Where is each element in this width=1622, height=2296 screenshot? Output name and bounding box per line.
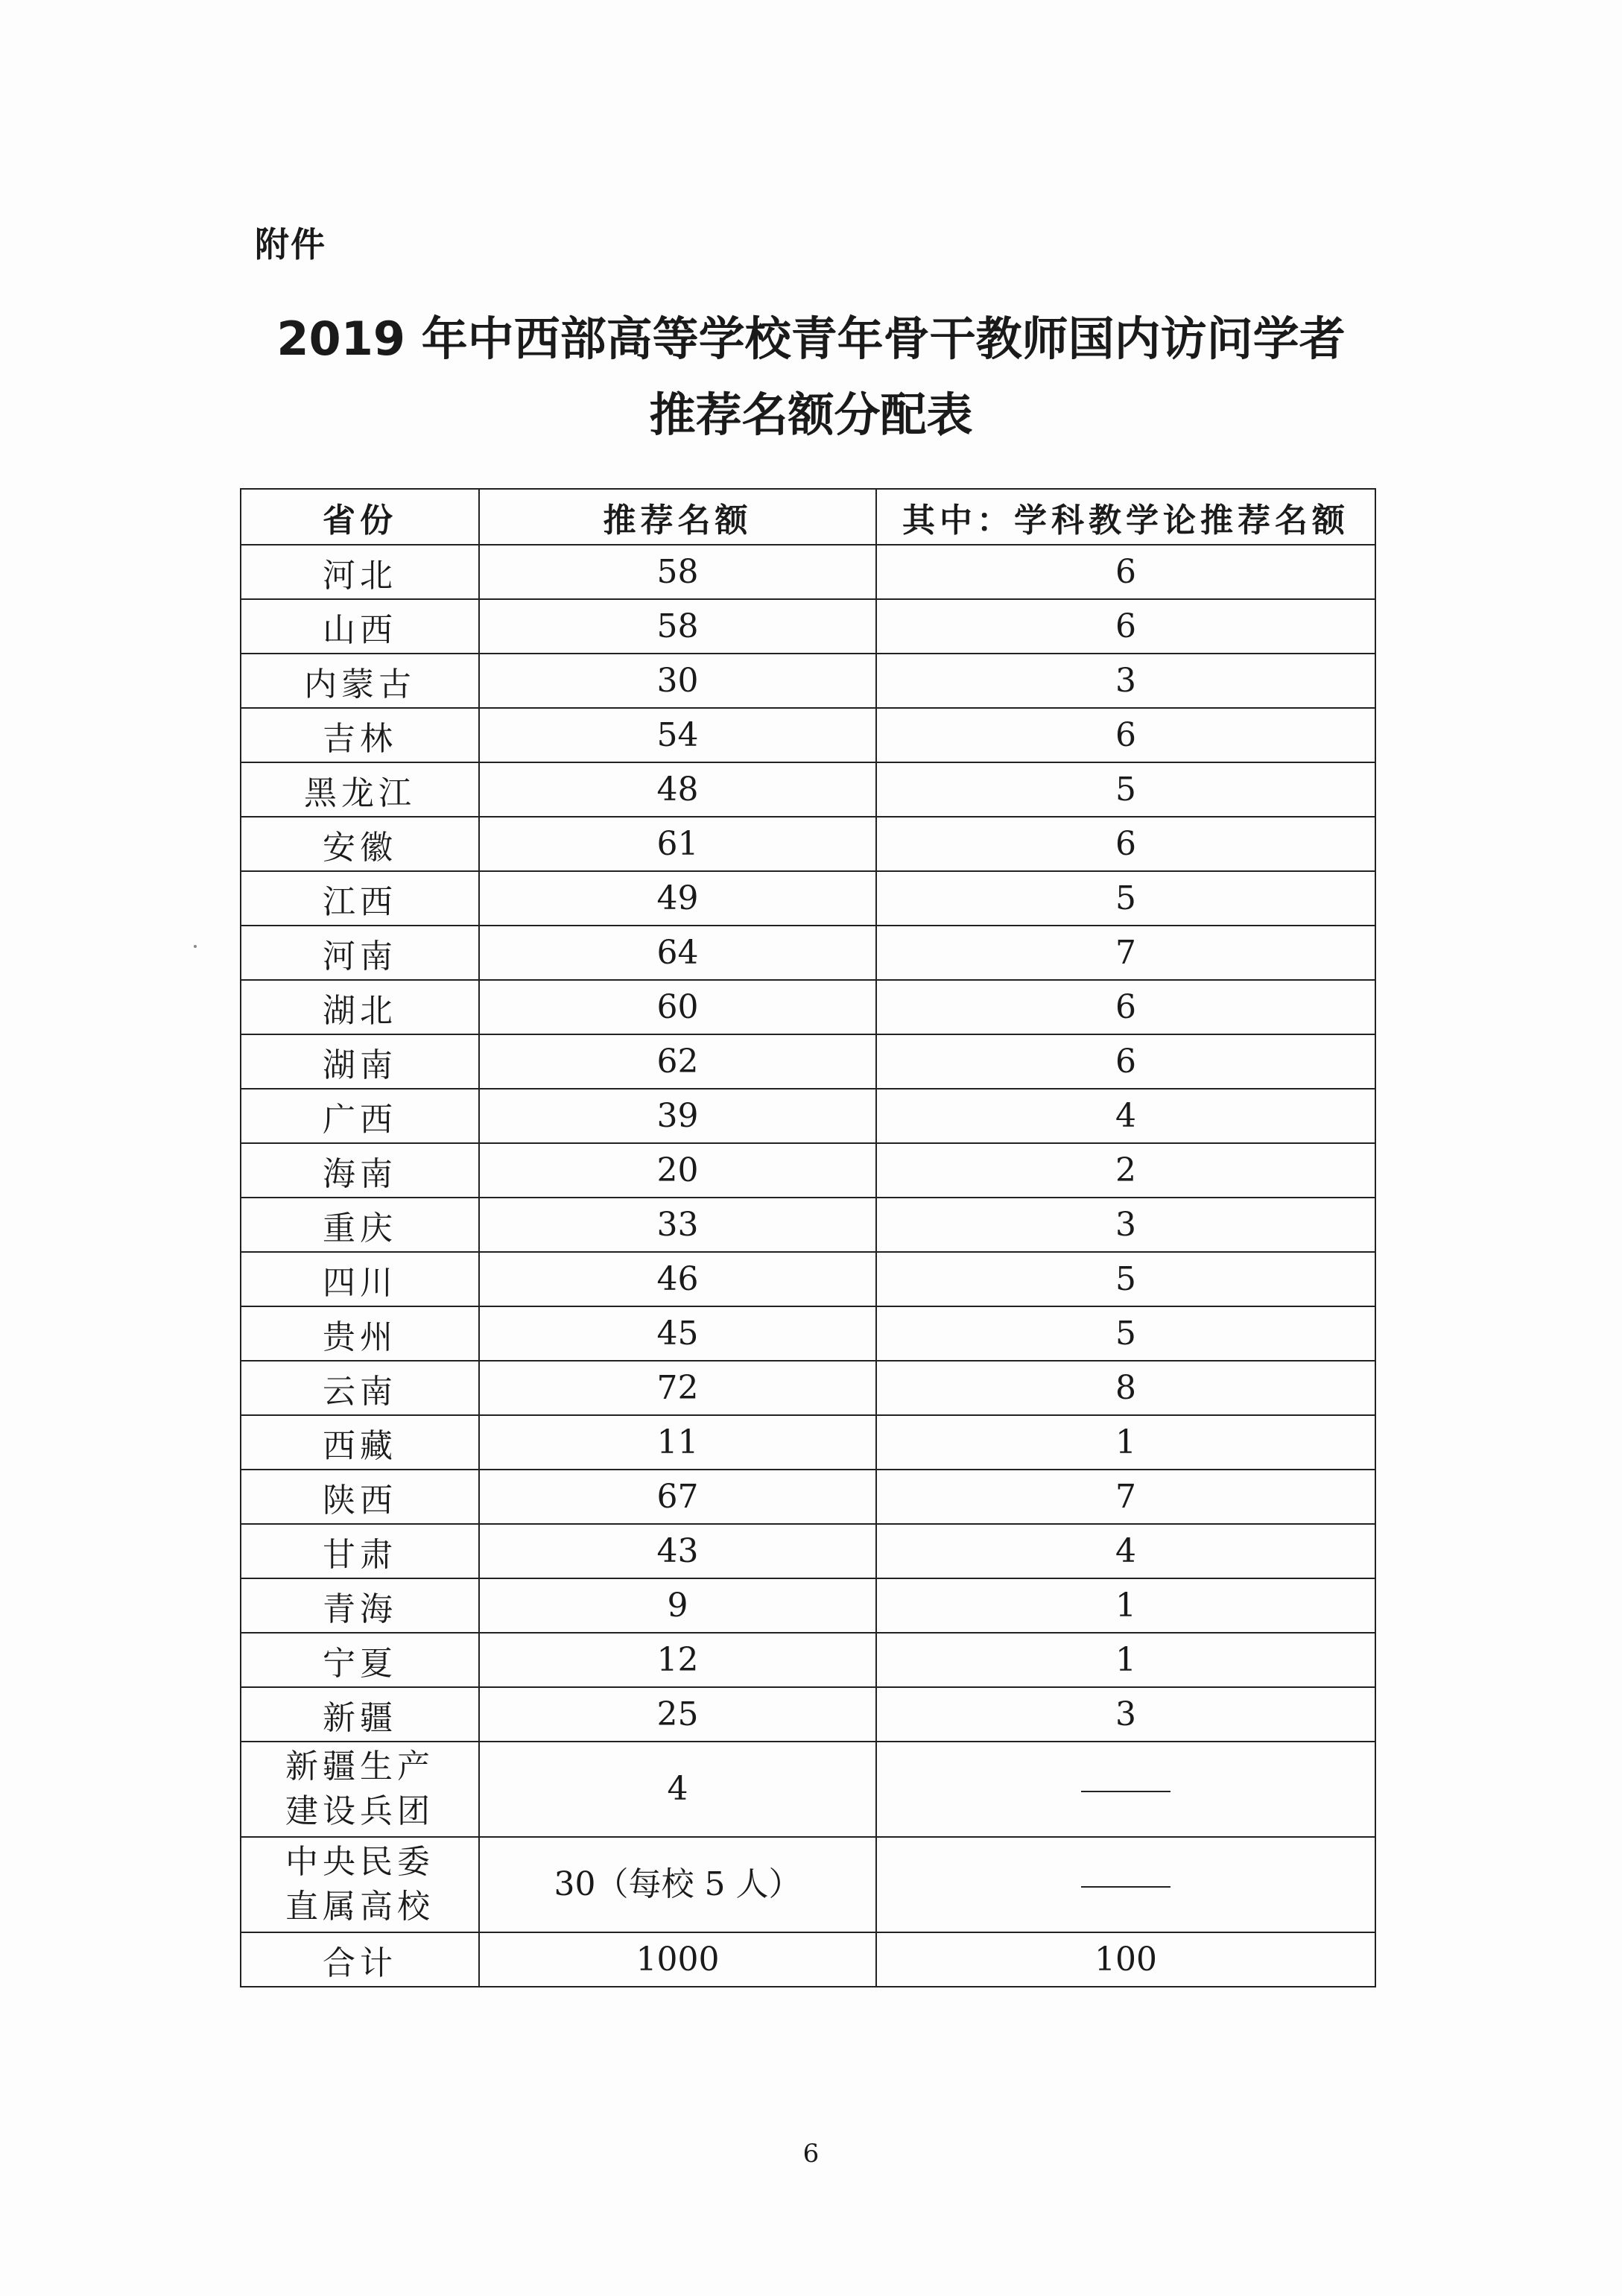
quota-cell: 64	[479, 926, 876, 980]
total-quota-cell: 1000	[479, 1932, 876, 1987]
subject-quota-cell: 6	[876, 980, 1375, 1034]
province-cell: 青海	[241, 1578, 479, 1633]
quota-cell: 48	[479, 762, 876, 817]
subject-quota-cell	[876, 1837, 1375, 1932]
subject-quota-cell: 5	[876, 1252, 1375, 1306]
table-row	[241, 1687, 1375, 1742]
subject-quota-cell: 6	[876, 545, 1375, 599]
quota-cell: 58	[479, 599, 876, 654]
subject-quota-cell: 6	[876, 708, 1375, 762]
subject-quota-cell: 6	[876, 599, 1375, 654]
province-cell: 河南	[241, 926, 479, 980]
province-cell: 吉林	[241, 708, 479, 762]
table-row	[241, 1143, 1375, 1198]
quota-cell: 30（每校 5 人）	[479, 1837, 876, 1932]
subject-quota-cell: 8	[876, 1361, 1375, 1415]
table-row	[241, 1470, 1375, 1524]
subject-quota-cell: 3	[876, 1198, 1375, 1252]
subject-quota-cell: 1	[876, 1578, 1375, 1633]
province-line1: 新疆生产	[285, 1748, 434, 1786]
province-cell: 江西	[241, 871, 479, 926]
subject-quota-cell: 7	[876, 1470, 1375, 1524]
subject-quota-cell: 6	[876, 817, 1375, 871]
table-row	[241, 871, 1375, 926]
subject-quota-cell: 3	[876, 1687, 1375, 1742]
province-cell: 湖北	[241, 980, 479, 1034]
table-row-corps	[241, 1742, 1375, 1837]
table-row	[241, 1415, 1375, 1470]
quota-cell: 49	[479, 871, 876, 926]
province-cell: 贵州	[241, 1306, 479, 1361]
province-cell: 重庆	[241, 1198, 479, 1252]
quota-cell: 61	[479, 817, 876, 871]
quota-cell: 58	[479, 545, 876, 599]
quota-cell: 46	[479, 1252, 876, 1306]
province-cell-ethnic-affairs	[241, 1837, 479, 1932]
table-header-row	[241, 489, 1375, 545]
quota-table	[240, 488, 1376, 1987]
table-row	[241, 980, 1375, 1034]
province-cell: 云南	[241, 1361, 479, 1415]
quota-cell: 20	[479, 1143, 876, 1198]
table-row	[241, 708, 1375, 762]
table-row	[241, 545, 1375, 599]
quota-cell: 60	[479, 980, 876, 1034]
quota-cell: 67	[479, 1470, 876, 1524]
province-cell: 海南	[241, 1143, 479, 1198]
table-body	[241, 545, 1375, 1987]
subject-quota-cell	[876, 1742, 1375, 1837]
quota-cell: 11	[479, 1415, 876, 1470]
province-line2: 直属高校	[285, 1888, 434, 1926]
table-row	[241, 1034, 1375, 1089]
column-header-subject-quota: 其中：学科教学论推荐名额	[876, 489, 1375, 545]
province-cell: 新疆	[241, 1687, 479, 1742]
table-row	[241, 1089, 1375, 1143]
province-cell: 山西	[241, 599, 479, 654]
quota-cell: 33	[479, 1198, 876, 1252]
scan-speck	[194, 945, 197, 948]
table-row	[241, 1306, 1375, 1361]
province-line1: 中央民委	[285, 1843, 434, 1881]
subject-quota-cell: 3	[876, 654, 1375, 708]
table-row	[241, 1578, 1375, 1633]
document-title-line1: 2019 年中西部高等学校青年骨干教师国内访问学者	[276, 311, 1346, 366]
province-cell: 安徽	[241, 817, 479, 871]
quota-cell: 72	[479, 1361, 876, 1415]
quota-cell: 54	[479, 708, 876, 762]
quota-cell: 45	[479, 1306, 876, 1361]
table-row	[241, 762, 1375, 817]
table-row	[241, 1524, 1375, 1578]
attachment-label: 附件	[255, 224, 326, 265]
province-cell: 广西	[241, 1089, 479, 1143]
subject-quota-cell: 5	[876, 1306, 1375, 1361]
province-cell: 宁夏	[241, 1633, 479, 1687]
province-cell-corps	[241, 1742, 479, 1837]
quota-cell: 43	[479, 1524, 876, 1578]
table-row	[241, 1361, 1375, 1415]
province-cell: 内蒙古	[241, 654, 479, 708]
table-row	[241, 1198, 1375, 1252]
column-header-quota: 推荐名额	[479, 489, 876, 545]
subject-quota-cell: 2	[876, 1143, 1375, 1198]
quota-cell: 25	[479, 1687, 876, 1742]
subject-quota-cell: 6	[876, 1034, 1375, 1089]
table-row	[241, 817, 1375, 871]
province-cell: 陕西	[241, 1470, 479, 1524]
subject-quota-cell: 7	[876, 926, 1375, 980]
table-row	[241, 1633, 1375, 1687]
total-label-cell: 合计	[241, 1932, 479, 1987]
dash-placeholder	[1081, 1791, 1170, 1792]
table-row	[241, 1252, 1375, 1306]
table-row-ethnic-affairs-universities	[241, 1837, 1375, 1932]
column-header-province: 省份	[241, 489, 479, 545]
subject-quota-cell: 4	[876, 1089, 1375, 1143]
province-cell: 河北	[241, 545, 479, 599]
province-cell: 四川	[241, 1252, 479, 1306]
province-cell: 黑龙江	[241, 762, 479, 817]
subject-quota-cell: 5	[876, 762, 1375, 817]
table-row-total	[241, 1932, 1375, 1987]
table-row	[241, 654, 1375, 708]
province-cell: 西藏	[241, 1415, 479, 1470]
subject-quota-cell: 4	[876, 1524, 1375, 1578]
quota-cell: 4	[479, 1742, 876, 1837]
total-subject-quota-cell: 100	[876, 1932, 1375, 1987]
subject-quota-cell: 1	[876, 1415, 1375, 1470]
quota-cell: 30	[479, 654, 876, 708]
table-row	[241, 926, 1375, 980]
dash-placeholder	[1081, 1886, 1170, 1888]
subject-quota-cell: 1	[876, 1633, 1375, 1687]
quota-cell: 9	[479, 1578, 876, 1633]
document-title-line2: 推荐名额分配表	[649, 388, 973, 442]
table-row	[241, 599, 1375, 654]
quota-cell: 12	[479, 1633, 876, 1687]
page-number: 6	[802, 2139, 820, 2169]
province-cell: 甘肃	[241, 1524, 479, 1578]
subject-quota-cell: 5	[876, 871, 1375, 926]
province-cell: 湖南	[241, 1034, 479, 1089]
quota-cell: 39	[479, 1089, 876, 1143]
quota-cell: 62	[479, 1034, 876, 1089]
province-line2: 建设兵团	[285, 1792, 434, 1830]
